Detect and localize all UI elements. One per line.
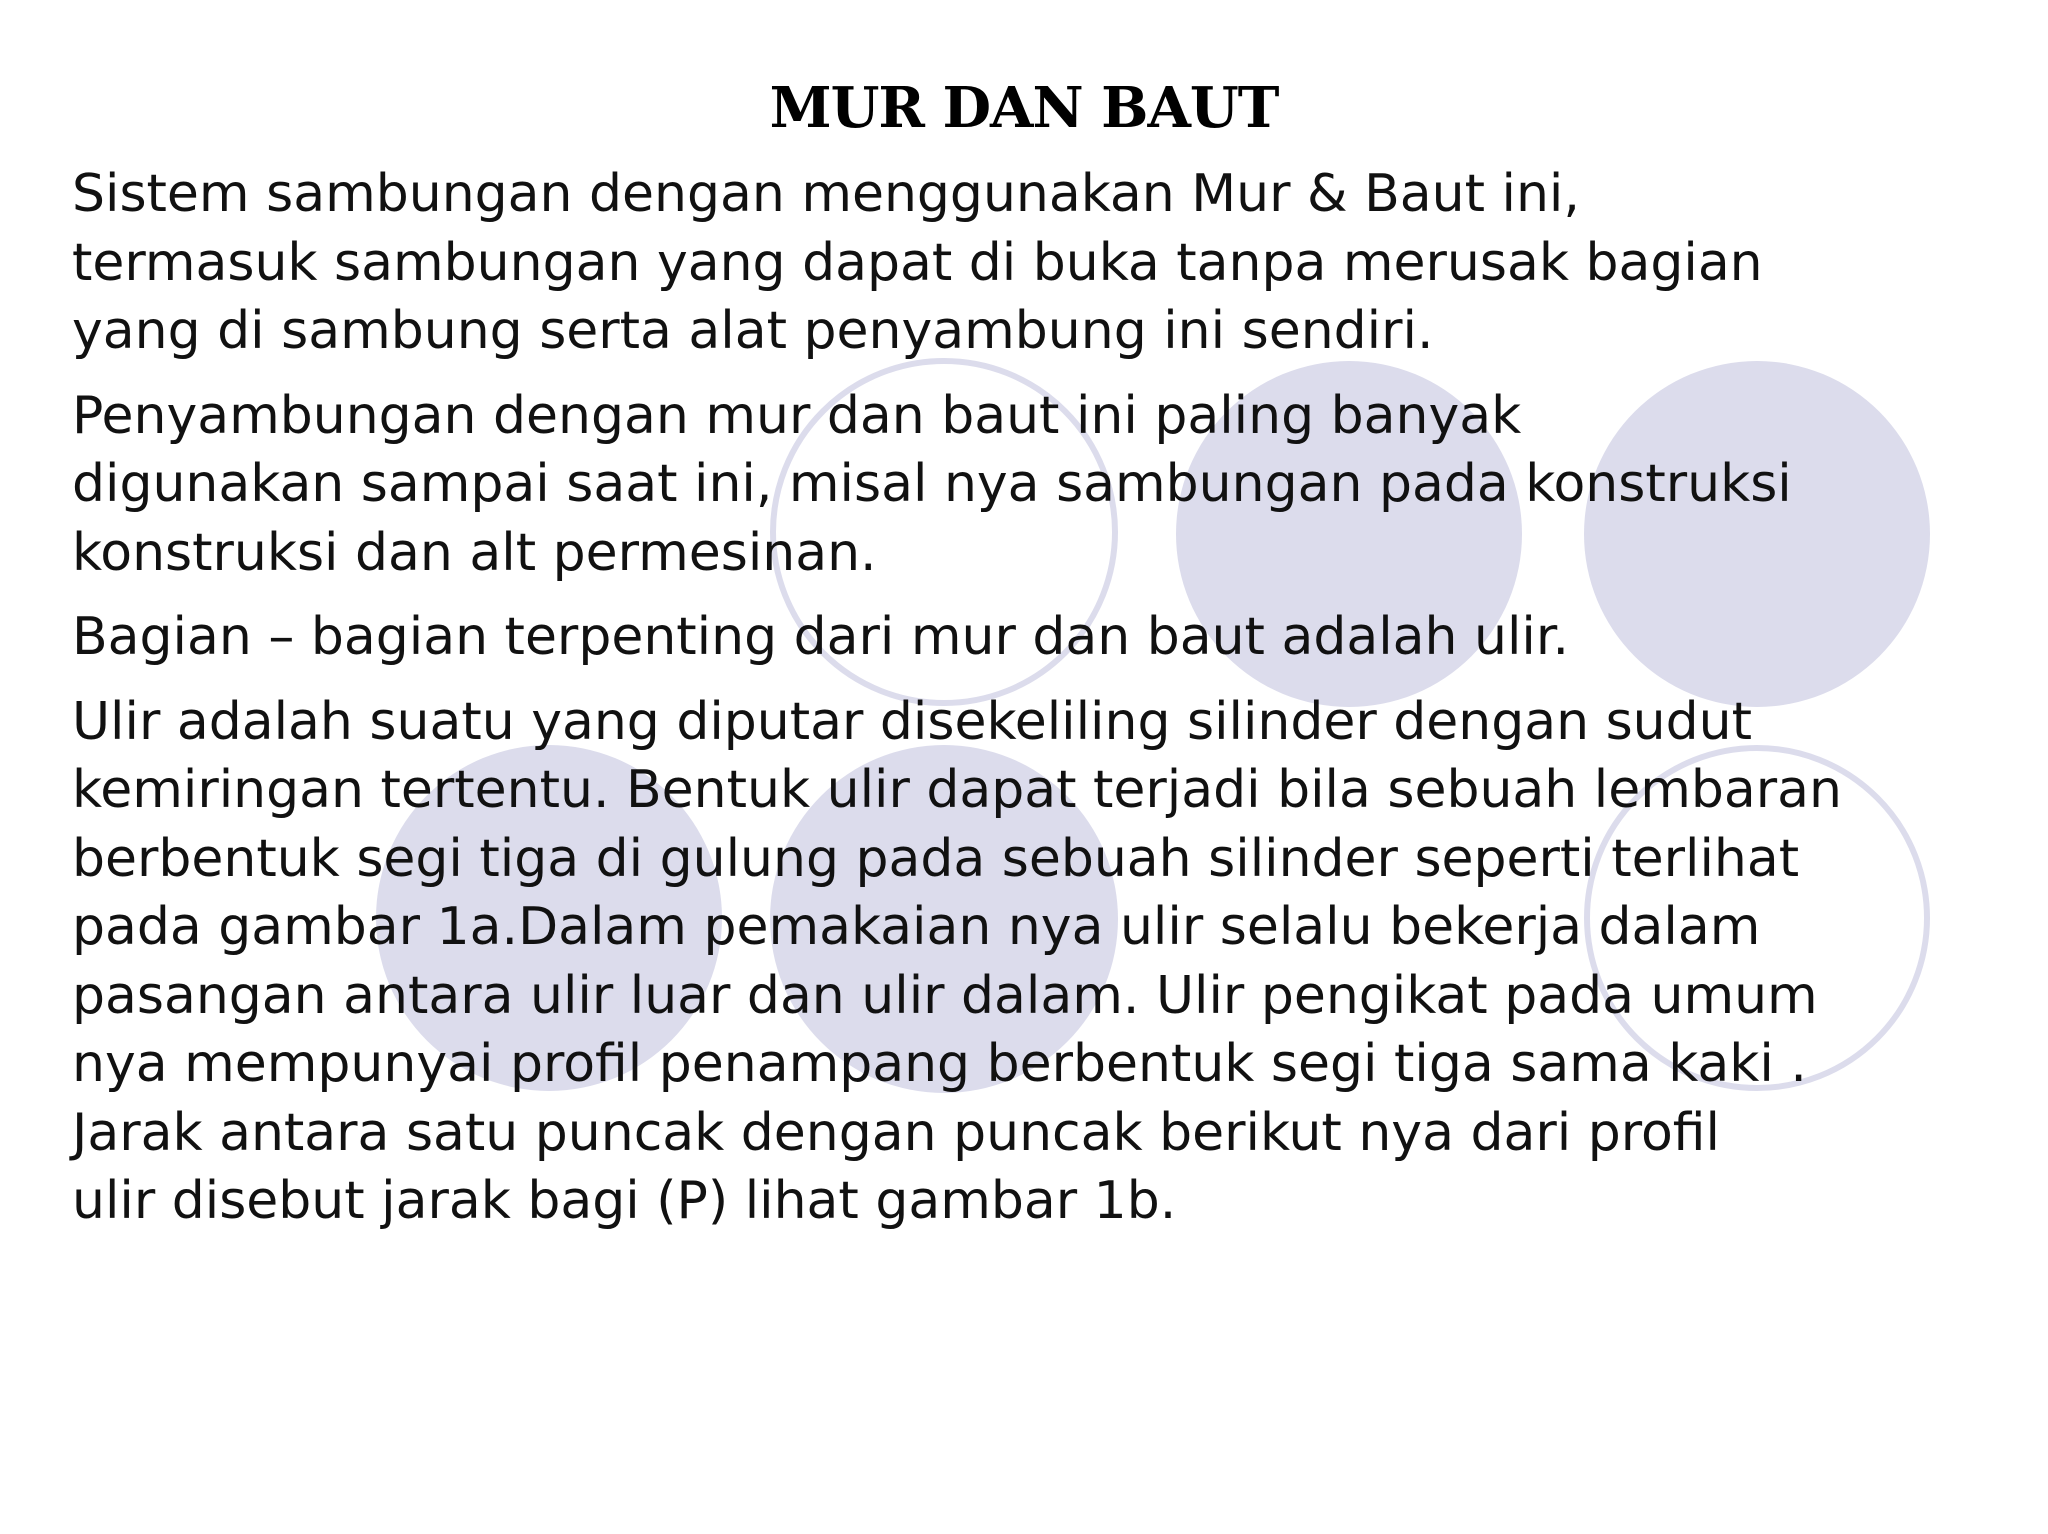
paragraph-bagian-terpenting: Bagian – bagian terpenting dari mur dan baut adalah ulir. bbox=[72, 607, 1569, 667]
paragraph-penyambungan: Penyambungan dengan mur dan baut ini paling banyak digunakan sampai saat ini, misal nya sambungan pada konstruksi konstruksi dan alt permesinan. bbox=[72, 385, 1792, 583]
paragraph-ulir-definition: Ulir adalah suatu yang diputar disekeliling silinder dengan sudut kemiringan tertentu. Bentuk ulir dapat terjadi bila sebuah lembaran berbentuk segi tiga di gulung pada sebuah silinder seperti terlihat pada gambar 1a.Dalam pemakaian nya ulir selalu bekerja dalam pasangan antara ulir luar dan ulir dalam. Ulir pengikat pada umum nya mempunyai profil penampang berbentuk segi tiga sama kaki . Jarak antara satu puncak dengan puncak berikut nya dari profil ulir disebut jarak bagi (P) lihat gambar 1b. bbox=[72, 691, 1842, 1231]
slide-body bbox=[72, 160, 1992, 1252]
paragraph-sistem-sambungan: Sistem sambungan dengan menggunakan Mur & Baut ini, termasuk sambungan yang dapat di buka tanpa merusak bagian yang di sambung serta alat penyambung ini sendiri. bbox=[72, 164, 1763, 361]
slide-title: MUR DAN BAUT bbox=[769, 75, 1279, 141]
